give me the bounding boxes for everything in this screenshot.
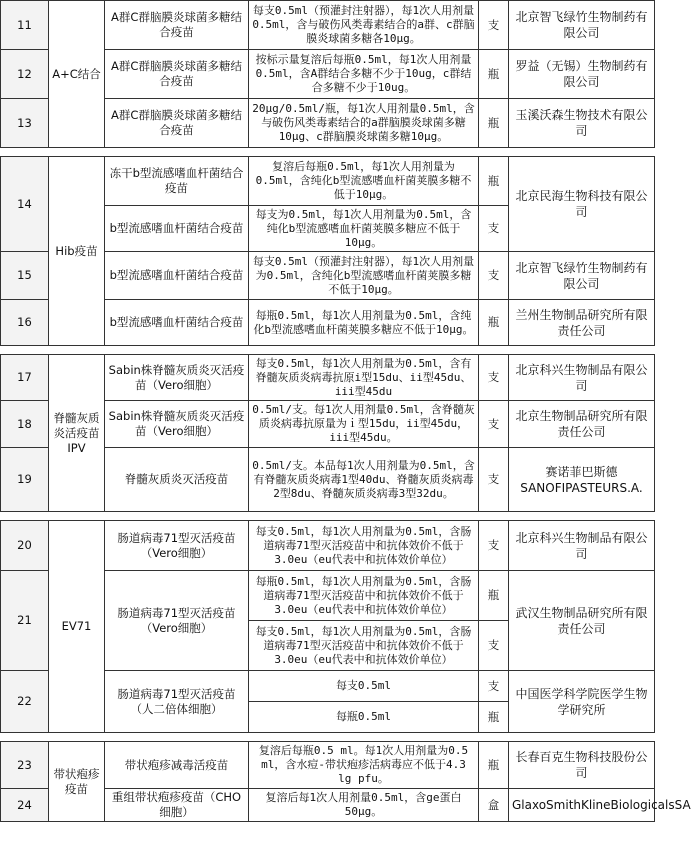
row-number: 13 (1, 99, 49, 148)
group-separator (1, 733, 655, 742)
vaccine-name: 脊髓灰质炎灭活疫苗 (105, 448, 249, 512)
category-cell: 带状疱疹疫苗 (49, 742, 105, 822)
unit-cell: 支 (479, 252, 509, 300)
spec-cell: 每支0.5ml，每1次人用剂量为0.5ml，含肠道病毒71型灭活疫苗中和抗体效价不低于3.0eu（eu代表中和抗体效价单位） (249, 521, 479, 571)
manufacturer-cell: 北京科兴生物制品有限公司 (509, 521, 655, 571)
unit-cell: 支 (479, 401, 509, 448)
row-number: 15 (1, 252, 49, 300)
table-row (1, 1, 655, 50)
manufacturer-cell: 北京科兴生物制品有限公司 (509, 355, 655, 401)
vaccine-name: 肠道病毒71型灭活疫苗（人二倍体细胞） (105, 671, 249, 733)
row-number: 19 (1, 448, 49, 512)
unit-cell: 瓶 (479, 157, 509, 206)
manufacturer-cell: 罗益（无锡）生物制药有限公司 (509, 50, 655, 99)
manufacturer-cell: 北京智飞绿竹生物制药有限公司 (509, 1, 655, 50)
vaccine-name: Sabin株脊髓灰质炎灭活疫苗（Vero细胞） (105, 401, 249, 448)
unit-cell: 瓶 (479, 571, 509, 621)
vaccine-name: 肠道病毒71型灭活疫苗（Vero细胞） (105, 521, 249, 571)
vaccine-name: A群C群脑膜炎球菌多糖结合疫苗 (105, 99, 249, 148)
row-number: 21 (1, 571, 49, 671)
vaccine-name: Sabin株脊髓灰质炎灭活疫苗（Vero细胞） (105, 355, 249, 401)
spec-cell: 复溶后每瓶0.5 ml。每1次人用剂量为0.5 ml，含水痘-带状疱疹活病毒应不低于4.3 lg pfu。 (249, 742, 479, 789)
category-cell: EV71 (49, 521, 105, 733)
vaccine-name: A群C群脑膜炎球菌多糖结合疫苗 (105, 1, 249, 50)
manufacturer-cell: 北京生物制品研究所有限责任公司 (509, 401, 655, 448)
table-row (1, 521, 655, 571)
row-number: 12 (1, 50, 49, 99)
spec-cell: 每支0.5ml（预灌封注射器），每1次人用剂量0.5ml，含与破伤风类毒素结合的a群、c群脑膜炎球菌多糖各10μg。 (249, 1, 479, 50)
unit-cell: 支 (479, 206, 509, 252)
spec-cell: 每瓶0.5ml，每1次人用剂量为0.5ml，含纯化b型流感嗜血杆菌荚膜多糖应不低于10μg。 (249, 300, 479, 346)
unit-cell: 支 (479, 521, 509, 571)
unit-cell: 盒 (479, 789, 509, 822)
spec-cell: 每瓶0.5ml，每1次人用剂量为0.5ml，含肠道病毒71型灭活疫苗中和抗体效价不低于3.0eu（eu代表中和抗体效价单位） (249, 571, 479, 621)
unit-cell: 支 (479, 448, 509, 512)
manufacturer-cell: 兰州生物制品研究所有限责任公司 (509, 300, 655, 346)
row-number: 11 (1, 1, 49, 50)
vaccine-name: 肠道病毒71型灭活疫苗（Vero细胞） (105, 571, 249, 671)
spec-cell: 每支0.5ml，每1次人用剂量为0.5ml，含肠道病毒71型灭活疫苗中和抗体效价不低于3.0eu（eu代表中和抗体效价单位） (249, 621, 479, 671)
manufacturer-cell: 北京民海生物科技有限公司 (509, 157, 655, 252)
vaccine-name: b型流感嗜血杆菌结合疫苗 (105, 206, 249, 252)
category-cell: 脊髓灰质炎活疫苗IPV (49, 355, 105, 512)
manufacturer-cell: 北京智飞绿竹生物制药有限公司 (509, 252, 655, 300)
spec-cell: 复溶后每1次人用剂量0.5ml，含ge蛋白50μg。 (249, 789, 479, 822)
group-separator (1, 148, 655, 157)
row-number: 20 (1, 521, 49, 571)
row-number: 23 (1, 742, 49, 789)
unit-cell: 瓶 (479, 50, 509, 99)
manufacturer-cell: 长春百克生物科技股份公司 (509, 742, 655, 789)
vaccine-name: 冻干b型流感嗜血杆菌结合疫苗 (105, 157, 249, 206)
row-number: 24 (1, 789, 49, 822)
spec-cell: 复溶后每瓶0.5ml，每1次人用剂量为0.5ml，含纯化b型流感嗜血杆菌荚膜多糖不低于10μg。 (249, 157, 479, 206)
spec-cell: 每支0.5ml，每1次人用剂量为0.5ml，含有脊髓灰质炎病毒抗原i型15du、ii型45du、iii型45du (249, 355, 479, 401)
unit-cell: 支 (479, 621, 509, 671)
table-row (1, 355, 655, 401)
spec-cell: 0.5ml/支。每1次人用剂量0.5ml，含脊髓灰质炎病毒抗原量为ｉ型15du，ii型45du，iii型45du。 (249, 401, 479, 448)
manufacturer-cell: 赛诺菲巴斯德SANOFIPASTEURS.A. (509, 448, 655, 512)
vaccine-name: b型流感嗜血杆菌结合疫苗 (105, 300, 249, 346)
spec-cell: 按标示量复溶后每瓶0.5ml，每1次人用剂量0.5ml，含A群结合多糖不少于10ug，c群结合多糖不少于10ug。 (249, 50, 479, 99)
row-number: 14 (1, 157, 49, 252)
spec-cell: 0.5ml/支。本品每1次人用剂量为0.5ml，含有脊髓灰质炎病毒1型40du、脊髓灰质炎病毒2型8du、脊髓灰质炎病毒3型32du。 (249, 448, 479, 512)
spec-cell: 每支0.5ml (249, 671, 479, 702)
spec-cell: 每支为0.5ml，每1次人用剂量为0.5ml，含纯化b型流感嗜血杆菌荚膜多糖应不低于10μg。 (249, 206, 479, 252)
unit-cell: 支 (479, 671, 509, 702)
manufacturer-cell: 武汉生物制品研究所有限责任公司 (509, 571, 655, 671)
unit-cell: 瓶 (479, 99, 509, 148)
spec-cell: 每支0.5ml（预灌封注射器），每1次人用剂量为0.5ml，含纯化b型流感嗜血杆菌荚膜多糖不低于10μg。 (249, 252, 479, 300)
table-row (1, 742, 655, 789)
unit-cell: 瓶 (479, 702, 509, 733)
vaccine-name: A群C群脑膜炎球菌多糖结合疫苗 (105, 50, 249, 99)
manufacturer-cell: 玉溪沃森生物技术有限公司 (509, 99, 655, 148)
unit-cell: 瓶 (479, 300, 509, 346)
group-separator (1, 512, 655, 521)
manufacturer-cell: 中国医学科学院医学生物学研究所 (509, 671, 655, 733)
manufacturer-cell: GlaxoSmithKlineBiologicalsSA (509, 789, 655, 822)
unit-cell: 支 (479, 1, 509, 50)
category-cell: Hib疫苗 (49, 157, 105, 346)
vaccine-name: 带状疱疹减毒活疫苗 (105, 742, 249, 789)
category-cell: A+C结合 (49, 1, 105, 148)
spec-cell: 20μg/0.5ml/瓶，每1次人用剂量0.5ml，含与破伤风类毒素结合的a群脑膜炎球菌多糖10μg、c群脑膜炎球菌多糖10μg。 (249, 99, 479, 148)
row-number: 17 (1, 355, 49, 401)
vaccine-name: 重组带状疱疹疫苗（CHO细胞） (105, 789, 249, 822)
group-separator (1, 346, 655, 355)
row-number: 18 (1, 401, 49, 448)
row-number: 16 (1, 300, 49, 346)
unit-cell: 支 (479, 355, 509, 401)
vaccine-name: b型流感嗜血杆菌结合疫苗 (105, 252, 249, 300)
row-number: 22 (1, 671, 49, 733)
spec-cell: 每瓶0.5ml (249, 702, 479, 733)
table-row (1, 157, 655, 206)
unit-cell: 瓶 (479, 742, 509, 789)
